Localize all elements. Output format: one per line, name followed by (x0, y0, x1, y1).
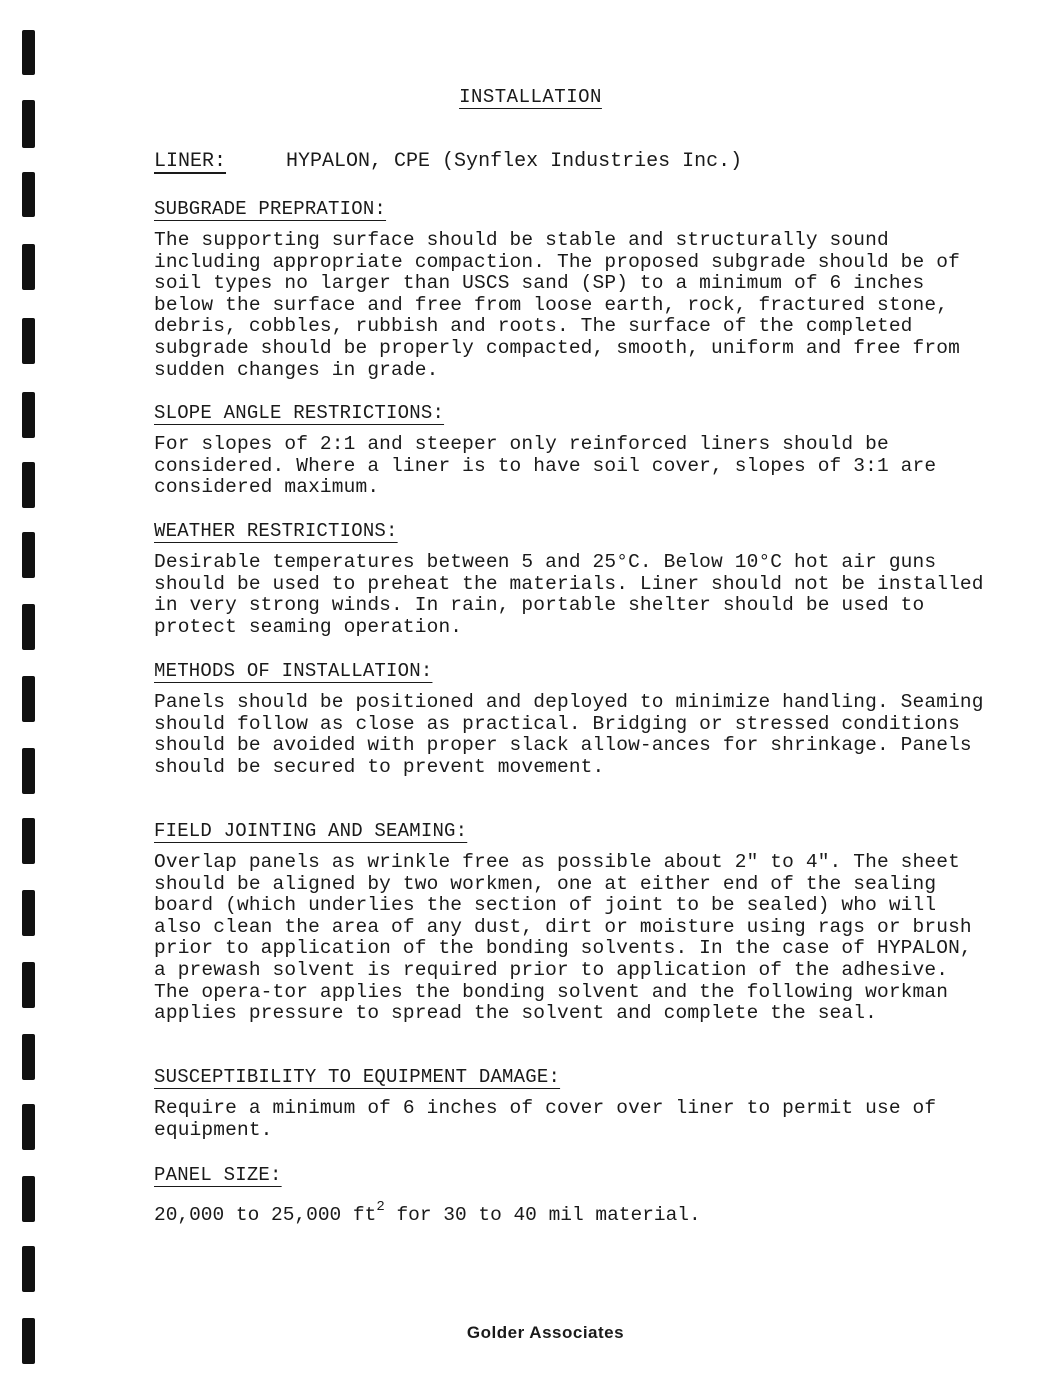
binding-mark (22, 318, 35, 364)
section-text: Require a minimum of 6 inches of cover over liner to permit use of equipment. (154, 1097, 937, 1141)
binding-mark (22, 172, 35, 217)
section-heading: PANEL SIZE: (154, 1164, 282, 1186)
section-text: Desirable temperatures between 5 and 25°C. Below 10°C hot air guns should be used to preheat the materials. Liner should not be installed in very strong winds. In rain, portable shelter should be used to protect seaming operation. (154, 551, 984, 638)
section-heading: SUSCEPTIBILITY TO EQUIPMENT DAMAGE: (154, 1066, 561, 1088)
page-title: INSTALLATION (459, 86, 602, 108)
binding-mark (22, 392, 35, 438)
liner-line (154, 150, 742, 173)
section-panel-size (154, 1164, 994, 1226)
binding-mark (22, 818, 35, 864)
binding-mark (22, 1176, 35, 1222)
binding-mark (22, 30, 35, 75)
binding-mark (22, 1104, 35, 1150)
binding-mark (22, 1246, 35, 1292)
binding-mark (22, 676, 35, 722)
panel-size-text: 20,000 to 25,000 $ft^2$ for 30 to 40 mil material. (154, 1199, 701, 1226)
binding-mark (22, 962, 35, 1008)
section-text: For slopes of 2:1 and steeper only reinforced liners should be considered. Where a liner is to have soil cover, slopes of 3:1 are considered maximum. (154, 433, 937, 499)
section-text: The supporting surface should be stable and structurally sound including appropriate compaction. The proposed subgrade should be of soil types no larger than USCS sand (SP) to a minimum of 6 inches below the surface and free from loose earth, rock, fractured stone, debris, cobbles, rubbish and roots. The surface of the completed subgrade should be properly compacted, smooth, uniform and free from sudden changes in grade. (154, 229, 960, 381)
footer-company: Golder Associates (466, 1323, 625, 1342)
liner-label: LINER: (154, 150, 227, 173)
binding-mark (22, 890, 35, 936)
section-heading: FIELD JOINTING AND SEAMING: (154, 820, 468, 842)
binding-mark (22, 1034, 35, 1080)
section-equipment-damage (154, 1066, 994, 1141)
section-heading: SUBGRADE PREPRATION: (154, 198, 387, 220)
binding-mark (22, 604, 35, 650)
section-heading: WEATHER RESTRICTIONS: (154, 520, 398, 542)
section-heading: METHODS OF INSTALLATION: (154, 660, 433, 682)
section-text: Panels should be positioned and deployed to minimize handling. Seaming should follow as close as practical. Bridging or stressed conditions should be avoided with proper slack allow-ances for shrinkage. Panels should be secured to prevent movement. (154, 691, 984, 778)
section-subgrade (154, 198, 994, 381)
binding-mark (22, 244, 35, 290)
section-weather (154, 520, 994, 638)
section-heading: SLOPE ANGLE RESTRICTIONS: (154, 402, 445, 424)
section-methods (154, 660, 994, 778)
section-slope (154, 402, 994, 499)
section-field-jointing (154, 820, 994, 1025)
binding-mark (22, 532, 35, 578)
binding-mark (22, 462, 35, 508)
binding-mark (22, 748, 35, 794)
liner-value: HYPALON, CPE (Synflex Industries Inc.) (286, 150, 743, 173)
section-text: Overlap panels as wrinkle free as possible about 2" to 4". The sheet should be aligned by two workmen, one at either end of the sealing board (which underlies the section of joint to be sealed) who will also clean the area of any dust, dirt or moisture using rags or brush prior to application of the bonding solvents. In the case of HYPALON, a prewash solvent is required prior to application of the adhesive. The opera-tor applies the bonding solvent and the following workman applies pressure to spread the solvent and complete the seal. (154, 851, 972, 1025)
